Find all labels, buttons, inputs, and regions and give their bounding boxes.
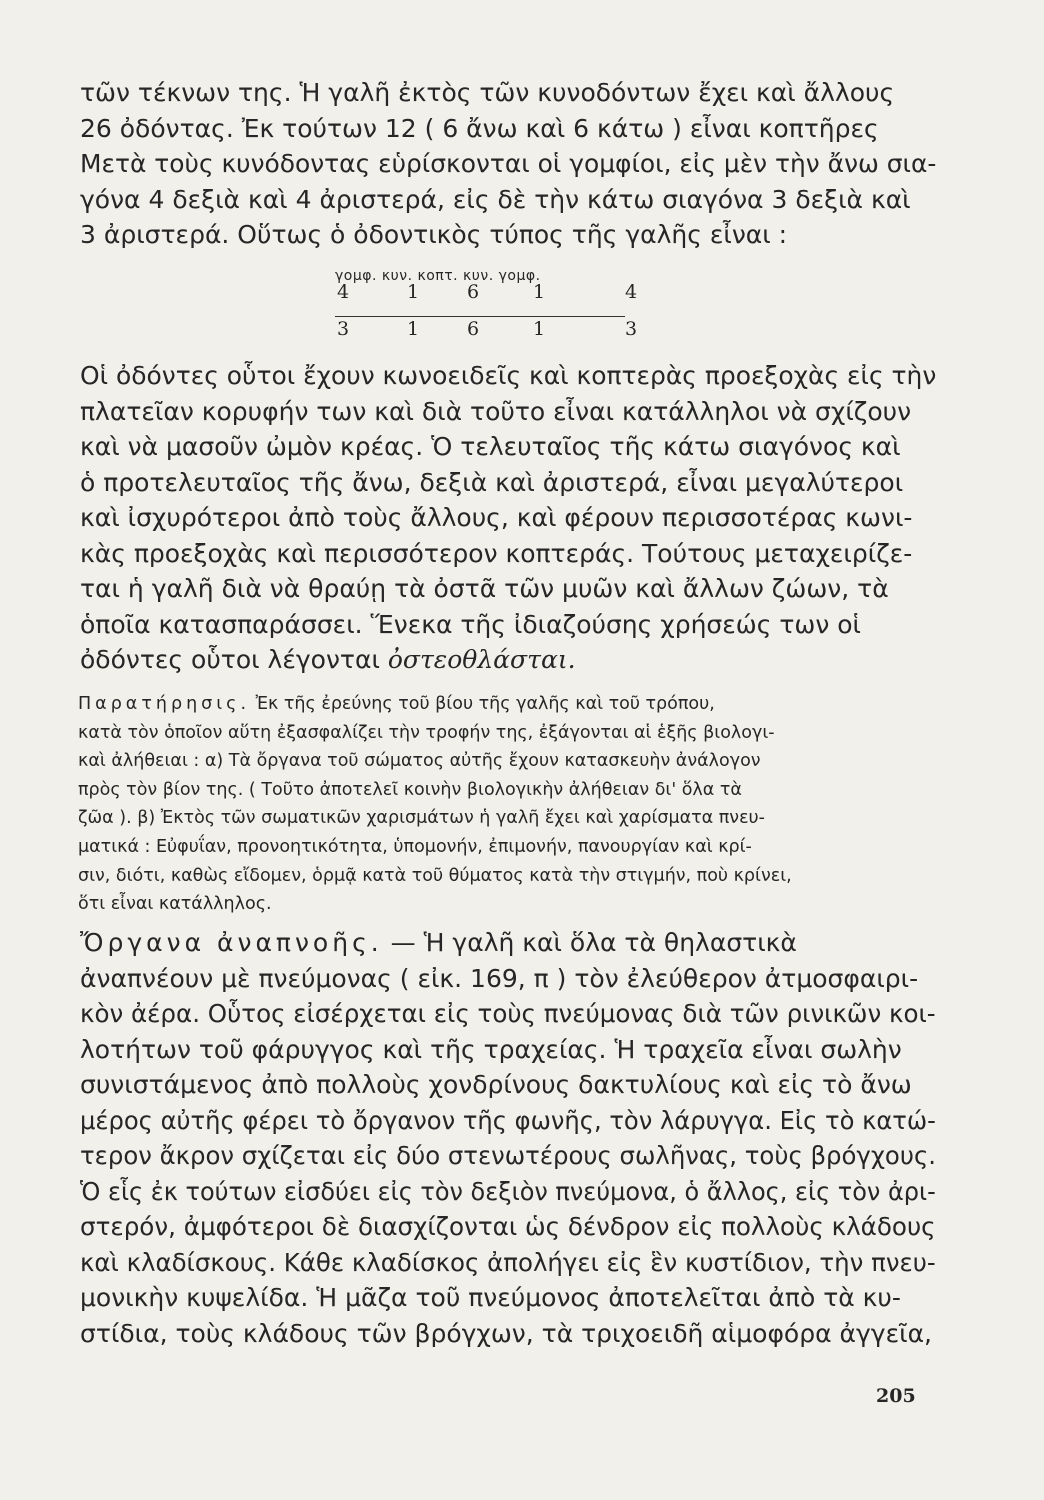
formula-digit: 3 bbox=[625, 318, 638, 340]
text-run: ὀδόντες οὗτοι λέγονται bbox=[80, 645, 388, 674]
text-line: ζῶα ). β) Ἐκτὸς τῶν σωματικῶν χαρισμάτων ἡ γαλῆ ἔχει καὶ χαρίσματα πνευ- bbox=[78, 808, 765, 829]
section-heading: Ὄργανα ἀναπνοῆς. bbox=[80, 928, 383, 957]
text-line: ἀναπνέουν μὲ πνεύμονας ( εἰκ. 169, π ) τὸν ἐλεύθερον ἀτμοσφαιρι- bbox=[80, 963, 919, 993]
text-line: Ὁ εἷς ἐκ τούτων εἰσδύει εἰς τὸν δεξιὸν πνεύμονα, ὁ ἄλλος, εἰς τὸν ἀρι- bbox=[80, 1176, 936, 1206]
text-line: 26 ὀδόντας. Ἐκ τούτων 12 ( 6 ἄνω καὶ 6 κάτω ) εἶναι κοπτῆρες bbox=[80, 113, 879, 143]
text-line: Μετὰ τοὺς κυνόδοντας εὑρίσκονται οἱ γομφίοι, εἰς μὲν τὴν ἄνω σια- bbox=[80, 149, 937, 178]
text-line: ὁποῖα κατασπαράσσει. Ἕνεκα τῆς ἰδιαζούσης χρήσεώς των οἱ bbox=[80, 609, 861, 639]
text-line: Οἱ ὀδόντες οὗτοι ἔχουν κωνοειδεῖς καὶ κοπτερὰς προεξοχὰς εἰς τὴν bbox=[80, 361, 937, 390]
text-line: ὅτι εἶναι κατάλληλος. bbox=[78, 894, 272, 915]
paragraph-teeth-function bbox=[80, 358, 936, 678]
text-line: τερον ἄκρον σχίζεται εἰς δύο στενωτέρους σωλῆνας, τοὺς βρόγχους. bbox=[80, 1141, 937, 1170]
formula-digit: 3 bbox=[337, 318, 350, 340]
note-heading: Παρατήρησις. bbox=[78, 694, 251, 714]
formula-digit: 1 bbox=[407, 281, 420, 303]
note-block bbox=[78, 690, 936, 919]
text-run: — Ἡ γαλῆ καὶ ὅλα τὰ θηλαστικὰ bbox=[382, 928, 797, 957]
text-line bbox=[80, 925, 936, 961]
text-line: πρὸς τὸν βίον της. ( Τοῦτο ἀποτελεῖ κοινὴν βιολογικὴν ἀλήθειαν δι' ὅλα τὰ bbox=[78, 779, 742, 800]
formula-digit: 1 bbox=[533, 281, 546, 303]
formula-digit: 4 bbox=[337, 281, 350, 303]
text-line: ὁ προτελευταῖος τῆς ἄνω, δεξιὰ καὶ ἀριστερά, εἶναι μεγαλύτεροι bbox=[80, 467, 904, 497]
formula-lower-row bbox=[335, 318, 655, 347]
text-line: καὶ κλαδίσκους. Κάθε κλαδίσκος ἀπολήγει εἰς ἓν κυστίδιον, τὴν πνευ- bbox=[80, 1247, 936, 1277]
page-number: 205 bbox=[876, 1385, 916, 1407]
text-line: ματικά : Εὐφυΐαν, προνοητικότητα, ὑπομονήν, ἐπιμονήν, πανουργίαν καὶ κρί- bbox=[78, 836, 752, 857]
text-line: στερόν, ἀμφότεροι δὲ διασχίζονται ὡς δένδρον εἰς πολλοὺς κλάδους bbox=[80, 1212, 936, 1241]
text-line: πλατεῖαν κορυφήν των καὶ διὰ τοῦτο εἶναι κατάλληλοι νὰ σχίζουν bbox=[80, 396, 912, 426]
text-line: στίδια, τοὺς κλάδους τῶν βρόγχων, τὰ τριχοειδῆ αἱμοφόρα ἀγγεῖα, bbox=[80, 1318, 932, 1348]
formula-digit: 1 bbox=[407, 318, 420, 340]
text-line: συνιστάμενος ἀπὸ πολλοὺς χονδρίνους δακτυλίους καὶ εἰς τὸ ἄνω bbox=[80, 1070, 912, 1099]
text-line: καὶ ἰσχυρότεροι ἀπὸ τοὺς ἄλλους, καὶ φέρουν περισσοτέρας κωνι- bbox=[80, 503, 913, 532]
text-line: 3 ἀριστερά. Οὕτως ὁ ὀδοντικὸς τύπος τῆς γαλῆς εἶναι : bbox=[80, 220, 788, 249]
formula-digit: 1 bbox=[533, 318, 546, 340]
text-line: κὸν ἀέρα. Οὗτος εἰσέρχεται εἰς τοὺς πνεύμονας διὰ τῶν ρινικῶν κοι- bbox=[80, 999, 936, 1028]
text-line: λοτήτων τοῦ φάρυγγος καὶ τῆς τραχείας. Ἡ τραχεῖα εἶναι σωλὴν bbox=[80, 1034, 902, 1064]
text-line: μέρος αὐτῆς φέρει τὸ ὄργανον τῆς φωνῆς, τὸν λάρυγγα. Εἰς τὸ κατώ- bbox=[80, 1105, 936, 1135]
formula-digit: 4 bbox=[625, 281, 638, 303]
paragraph-respiration bbox=[80, 925, 936, 1351]
paragraph-teeth bbox=[80, 75, 936, 253]
text-line: κὰς προεξοχὰς καὶ περισσότερον κοπτεράς. Τούτους μεταχειρίζε- bbox=[80, 538, 913, 568]
formula-upper-row bbox=[335, 281, 655, 310]
text-line: ται ἡ γαλῆ διὰ νὰ θραύῃ τὰ ὀστᾶ τῶν μυῶν καὶ ἄλλων ζώων, τὰ bbox=[80, 574, 889, 603]
text-line: γόνα 4 δεξιὰ καὶ 4 ἀριστερά, εἰς δὲ τὴν κάτω σιαγόνα 3 δεξιὰ καὶ bbox=[80, 184, 911, 214]
formula-digit: 6 bbox=[467, 281, 480, 303]
text-line: καὶ ἀλήθειαι : α) Τὰ ὄργανα τοῦ σώματος αὐτῆς ἔχουν κατασκευὴν ἀνάλογον bbox=[78, 751, 761, 772]
text-line bbox=[78, 690, 936, 719]
text-line: μονικὴν κυψελίδα. Ἡ μᾶζα τοῦ πνεύμονος ἀποτελεῖται ἀπὸ τὰ κυ- bbox=[80, 1283, 901, 1312]
formula-digit: 6 bbox=[467, 318, 480, 340]
text-line: τῶν τέκνων της. Ἡ γαλῆ ἐκτὸς τῶν κυνοδόντων ἔχει καὶ ἄλλους bbox=[80, 78, 895, 107]
text-line bbox=[80, 642, 936, 678]
text-line: σιν, διότι, καθὼς εἴδομεν, ὁρμᾷ κατὰ τοῦ θύματος κατὰ τὴν στιγμήν, ποὺ κρίνει, bbox=[78, 865, 792, 886]
formula-labels: γομφ. κυν. κοπτ. κυν. γομφ. bbox=[335, 268, 541, 284]
text-run: Ἐκ τῆς ἐρεύνης τοῦ βίου τῆς γαλῆς καὶ τοῦ τρόπου, bbox=[250, 694, 715, 714]
fraction-bar bbox=[335, 316, 625, 317]
dental-formula bbox=[335, 268, 655, 347]
text-line: κατὰ τὸν ὁποῖον αὕτη ἐξασφαλίζει τὴν τροφήν της, ἐξάγονται αἱ ἑξῆς βιολογι- bbox=[78, 722, 775, 743]
text-line: καὶ νὰ μασοῦν ὠμὸν κρέας. Ὁ τελευταῖος τῆς κάτω σιαγόνος καὶ bbox=[80, 432, 901, 461]
term-italic: ὀστεοθλάσται. bbox=[387, 645, 576, 674]
